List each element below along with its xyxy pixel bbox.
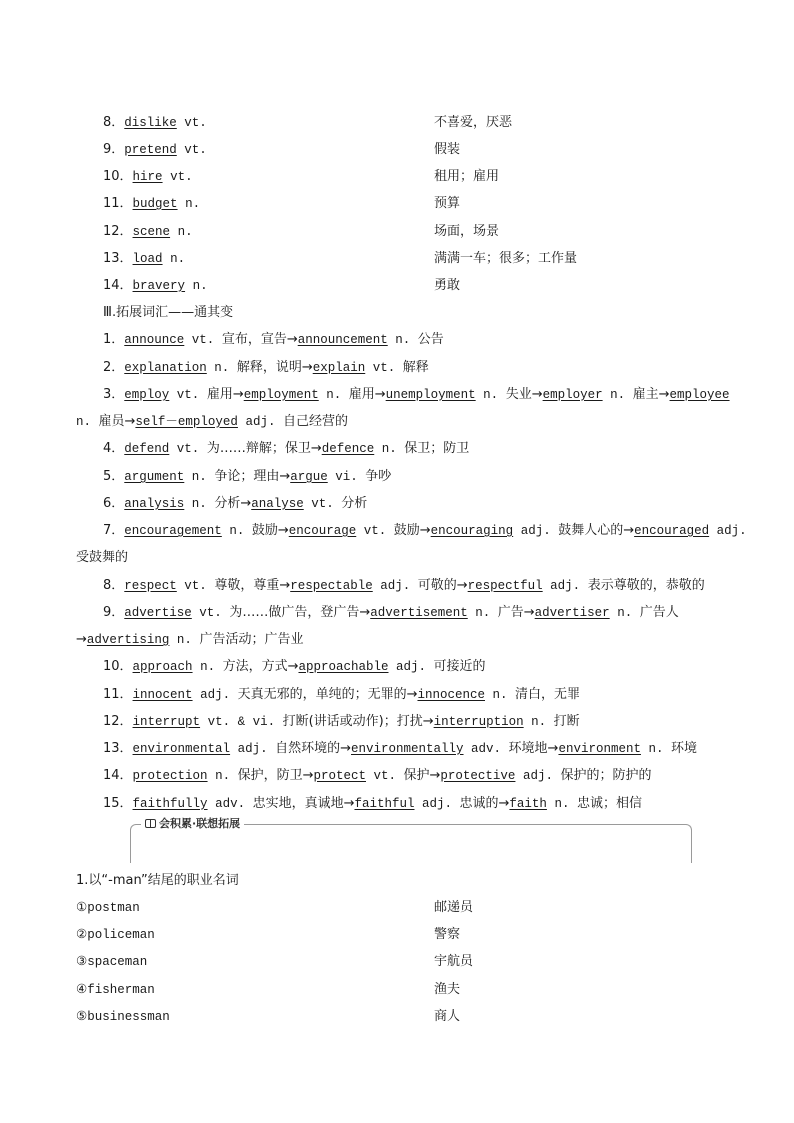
answer-word: analysis bbox=[124, 497, 185, 511]
gloss-text: 鼓励→ bbox=[251, 523, 289, 538]
vocab-meaning: 场面，场景 bbox=[434, 224, 500, 239]
answer-word: protection bbox=[132, 769, 208, 783]
occupation-noun: ④fisherman bbox=[76, 983, 155, 997]
word-family-line bbox=[103, 359, 429, 377]
vocab-number: 11． bbox=[103, 196, 133, 211]
vocab-word: load bbox=[132, 252, 163, 266]
part-of-speech: n. bbox=[374, 442, 405, 456]
part-of-speech: adj. bbox=[192, 688, 238, 702]
vocab-number: 14． bbox=[103, 278, 133, 293]
gloss-text: 天真无邪的，单纯的；无罪的→ bbox=[237, 687, 418, 702]
gloss-text: 14． bbox=[103, 768, 133, 783]
part-of-speech: adj. bbox=[709, 524, 747, 538]
vocab-number: 10． bbox=[103, 169, 133, 184]
part-of-speech: n. bbox=[192, 660, 223, 674]
part-of-speech: adv. bbox=[207, 797, 253, 811]
part-of-speech: n. bbox=[169, 633, 200, 647]
part-of-speech: vt. bbox=[176, 143, 207, 157]
answer-word: explain bbox=[312, 361, 366, 375]
part-of-speech: n. bbox=[185, 279, 208, 293]
gloss-text: 忠诚的→ bbox=[459, 796, 510, 811]
part-of-speech: vi. bbox=[327, 470, 366, 484]
answer-word: advertiser bbox=[534, 606, 610, 620]
gloss-text: 11． bbox=[103, 687, 133, 702]
part-of-speech: n. bbox=[485, 688, 516, 702]
gloss-text: 保护的；防护的 bbox=[560, 768, 652, 783]
answer-word: employ bbox=[124, 388, 170, 402]
part-of-speech: adj. bbox=[230, 742, 276, 756]
gloss-text: 为……做广告，登广告→ bbox=[229, 605, 371, 620]
occupation-noun: ①postman bbox=[76, 901, 140, 915]
gloss-text: 15． bbox=[103, 796, 133, 811]
part-of-speech: vt. bbox=[356, 524, 394, 538]
vocab-meaning: 勇敢 bbox=[434, 278, 461, 293]
gloss-text: 表示尊敬的，恭敬的 bbox=[587, 578, 705, 593]
answer-word: advertise bbox=[124, 606, 192, 620]
gloss-text: 解释 bbox=[402, 360, 429, 375]
vocab-word: scene bbox=[132, 225, 171, 239]
gloss-text: 雇员→ bbox=[98, 414, 136, 429]
gloss-text: 解释，说明→ bbox=[236, 360, 313, 375]
answer-word: environmentally bbox=[351, 742, 464, 756]
answer-word: defence bbox=[321, 442, 375, 456]
answer-word: employment bbox=[243, 388, 319, 402]
gloss-text: 雇用→ bbox=[348, 387, 386, 402]
answer-word: innocent bbox=[132, 688, 193, 702]
gloss-text: 保卫；防卫 bbox=[404, 441, 470, 456]
gloss-text: 打断 bbox=[553, 714, 580, 729]
part-of-speech: vt. bbox=[162, 170, 193, 184]
gloss-text: 5． bbox=[103, 469, 125, 484]
vocab-row bbox=[103, 277, 208, 295]
gloss-text: 清白，无罪 bbox=[515, 687, 581, 702]
gloss-text: 6． bbox=[103, 496, 125, 511]
gloss-text: 广告人 bbox=[639, 605, 679, 620]
gloss-text: 环境 bbox=[670, 741, 697, 756]
word-family-line bbox=[103, 604, 679, 622]
occupation-meaning: 宇航员 bbox=[434, 954, 474, 969]
gloss-text: 公告 bbox=[417, 332, 444, 347]
vocab-number: 12． bbox=[103, 224, 133, 239]
word-family-line bbox=[103, 522, 747, 540]
word-family-line bbox=[103, 440, 469, 458]
part-of-speech: n. bbox=[546, 797, 577, 811]
part-of-speech: n. bbox=[387, 333, 418, 347]
vocab-number: 13． bbox=[103, 251, 133, 266]
word-family-line bbox=[103, 386, 730, 404]
gloss-text: 雇用→ bbox=[206, 387, 244, 402]
answer-word: respect bbox=[124, 579, 177, 593]
part-of-speech: vt. bbox=[169, 388, 207, 402]
vocab-meaning: 假装 bbox=[434, 142, 461, 157]
vocab-word: hire bbox=[132, 170, 163, 184]
answer-word: argument bbox=[124, 470, 185, 484]
part-of-speech: adj. bbox=[515, 769, 561, 783]
word-family-line bbox=[103, 331, 444, 349]
section-heading-man-nouns: 1.以“-man”结尾的职业名词 bbox=[76, 873, 239, 888]
part-of-speech: n. bbox=[609, 606, 640, 620]
part-of-speech: n. bbox=[177, 197, 201, 211]
gloss-text: 尊敬，尊重→ bbox=[214, 578, 291, 593]
part-of-speech: vt. bbox=[191, 606, 230, 620]
part-of-speech: n. bbox=[184, 497, 215, 511]
gloss-text: 自己经营的 bbox=[282, 414, 348, 429]
occupation-meaning: 警察 bbox=[434, 927, 461, 942]
vocab-row bbox=[103, 195, 200, 213]
occupation-noun: ②policeman bbox=[76, 928, 155, 942]
answer-word: approachable bbox=[298, 660, 389, 674]
word-family-line bbox=[103, 795, 642, 813]
answer-word: respectable bbox=[290, 579, 373, 593]
gloss-text: 忠实地，真诚地→ bbox=[252, 796, 355, 811]
answer-word: innocence bbox=[417, 688, 485, 702]
gloss-text: 雇主→ bbox=[632, 387, 670, 402]
gloss-text: 自然环境的→ bbox=[275, 741, 351, 756]
answer-word: interruption bbox=[433, 715, 524, 729]
answer-word: encouraged bbox=[634, 524, 710, 538]
part-of-speech: n. bbox=[162, 252, 186, 266]
answer-word: protect bbox=[313, 769, 366, 783]
gloss-text: 争吵 bbox=[365, 469, 392, 484]
vocab-word: dislike bbox=[124, 116, 177, 130]
part-of-speech: n. bbox=[475, 388, 506, 402]
answer-word: defend bbox=[124, 442, 170, 456]
answer-word: encouraging bbox=[430, 524, 514, 538]
answer-word: advertisement bbox=[370, 606, 468, 620]
gloss-text: 12． bbox=[103, 714, 133, 729]
part-of-speech: vt. bbox=[176, 579, 215, 593]
gloss-text: 13． bbox=[103, 741, 133, 756]
vocab-meaning: 预算 bbox=[434, 196, 461, 211]
gloss-text: 争论；理由→ bbox=[214, 469, 291, 484]
book-icon bbox=[145, 819, 156, 828]
gloss-text: → bbox=[76, 632, 87, 647]
answer-word: encouragement bbox=[124, 524, 222, 538]
tip-box-title: 会积累·联想拓展 bbox=[159, 817, 241, 830]
word-family-line bbox=[103, 686, 580, 704]
gloss-text: 保护→ bbox=[403, 768, 441, 783]
answer-word: approach bbox=[132, 660, 193, 674]
gloss-text: 忠诚；相信 bbox=[576, 796, 642, 811]
occupation-noun: ③spaceman bbox=[76, 955, 148, 969]
part-of-speech: vt. & vi. bbox=[200, 715, 283, 729]
gloss-text: 10． bbox=[103, 659, 133, 674]
part-of-speech: n. bbox=[221, 524, 252, 538]
part-of-speech: n. bbox=[602, 388, 633, 402]
word-family-line bbox=[103, 713, 580, 731]
gloss-text: 鼓舞人心的→ bbox=[558, 523, 635, 538]
answer-word: advertising bbox=[86, 633, 170, 647]
tip-box bbox=[130, 817, 692, 863]
part-of-speech: adj. bbox=[388, 660, 434, 674]
gloss-text: 广告→ bbox=[497, 605, 535, 620]
answer-word: faithfully bbox=[132, 797, 208, 811]
part-of-speech: n. bbox=[207, 769, 238, 783]
answer-word: respectful bbox=[467, 579, 543, 593]
part-of-speech: vt. bbox=[184, 333, 222, 347]
vocab-word: pretend bbox=[124, 143, 177, 157]
gloss-text: 环境地→ bbox=[508, 741, 559, 756]
gloss-text: 1． bbox=[103, 332, 125, 347]
vocab-word: budget bbox=[132, 197, 178, 211]
part-of-speech: n. bbox=[467, 606, 498, 620]
answer-word: interrupt bbox=[132, 715, 201, 729]
occupation-meaning: 商人 bbox=[434, 1009, 461, 1024]
part-of-speech: n. bbox=[206, 361, 237, 375]
part-of-speech: vt. bbox=[169, 442, 207, 456]
answer-word: faithful bbox=[354, 797, 415, 811]
gloss-text: 保护，防卫→ bbox=[237, 768, 314, 783]
gloss-text: 可敬的→ bbox=[417, 578, 468, 593]
part-of-speech: adj. bbox=[414, 797, 460, 811]
gloss-text: 可接近的 bbox=[433, 659, 486, 674]
part-of-speech: n. bbox=[76, 415, 99, 429]
word-family-line bbox=[76, 413, 348, 431]
gloss-text: 失业→ bbox=[505, 387, 543, 402]
part-of-speech: n. bbox=[318, 388, 349, 402]
part-of-speech: vt. bbox=[366, 769, 404, 783]
gloss-text: 受鼓舞的 bbox=[76, 550, 129, 565]
part-of-speech: adj. bbox=[513, 524, 559, 538]
part-of-speech: adv. bbox=[463, 742, 509, 756]
word-family-line bbox=[103, 577, 705, 595]
part-of-speech: adj. bbox=[237, 415, 283, 429]
answer-word: faith bbox=[509, 797, 547, 811]
gloss-text: 4． bbox=[103, 441, 125, 456]
word-family-line bbox=[103, 740, 697, 758]
vocab-row bbox=[103, 250, 185, 268]
gloss-text: 分析 bbox=[341, 496, 368, 511]
part-of-speech: n. bbox=[523, 715, 554, 729]
answer-word: announcement bbox=[297, 333, 388, 347]
part-of-speech: n. bbox=[170, 225, 193, 239]
word-family-line bbox=[103, 468, 391, 486]
answer-word: environmental bbox=[132, 742, 231, 756]
part-of-speech: n. bbox=[184, 470, 215, 484]
part-of-speech: vt. bbox=[365, 361, 403, 375]
answer-word: self－employed bbox=[135, 415, 238, 429]
word-family-line bbox=[76, 549, 128, 567]
gloss-text: 宣布，宣告→ bbox=[221, 332, 298, 347]
answer-word: protective bbox=[440, 769, 516, 783]
word-family-line bbox=[103, 767, 651, 785]
gloss-text: 7． bbox=[103, 523, 125, 538]
gloss-text: 鼓励→ bbox=[393, 523, 431, 538]
occupation-meaning: 邮递员 bbox=[434, 900, 474, 915]
vocab-row bbox=[103, 223, 193, 241]
gloss-text: 为……辩解；保卫→ bbox=[206, 441, 322, 456]
answer-word: argue bbox=[290, 470, 328, 484]
answer-word: analyse bbox=[251, 497, 304, 511]
vocab-meaning: 满满一车；很多；工作量 bbox=[434, 251, 578, 266]
gloss-text: 9． bbox=[103, 605, 125, 620]
vocab-number: 9． bbox=[103, 142, 125, 157]
word-family-line bbox=[103, 658, 486, 676]
vocab-word: bravery bbox=[132, 279, 186, 293]
word-family-line bbox=[76, 631, 303, 649]
vocab-meaning: 不喜爱，厌恶 bbox=[434, 115, 513, 130]
vocab-row bbox=[103, 141, 207, 159]
part-of-speech: vt. bbox=[176, 116, 207, 130]
answer-word: encourage bbox=[288, 524, 357, 538]
part-of-speech: adj. bbox=[542, 579, 588, 593]
gloss-text: 广告活动；广告业 bbox=[199, 632, 304, 647]
vocab-row bbox=[103, 168, 193, 186]
answer-word: employee bbox=[669, 388, 730, 402]
answer-word: unemployment bbox=[385, 388, 476, 402]
answer-word: environment bbox=[558, 742, 641, 756]
answer-word: employer bbox=[542, 388, 603, 402]
vocab-meaning: 租用；雇用 bbox=[434, 169, 500, 184]
occupation-noun: ⑤businessman bbox=[76, 1010, 170, 1024]
answer-word: explanation bbox=[124, 361, 207, 375]
gloss-text: 方法，方式→ bbox=[222, 659, 299, 674]
gloss-text: 8． bbox=[103, 578, 125, 593]
part-of-speech: vt. bbox=[303, 497, 342, 511]
word-family-line bbox=[103, 495, 367, 513]
part-of-speech: adj. bbox=[372, 579, 418, 593]
answer-word: announce bbox=[124, 333, 185, 347]
section-heading-extended-vocab: Ⅲ.拓展词汇——通其变 bbox=[103, 305, 234, 320]
gloss-text: 分析→ bbox=[214, 496, 252, 511]
vocab-number: 8． bbox=[103, 115, 125, 130]
occupation-meaning: 渔夫 bbox=[434, 982, 461, 997]
part-of-speech: n. bbox=[640, 742, 671, 756]
gloss-text: 打断(讲话或动作)；打扰→ bbox=[282, 714, 434, 729]
gloss-text: 2． bbox=[103, 360, 125, 375]
vocab-row bbox=[103, 114, 207, 132]
gloss-text: 3． bbox=[103, 387, 125, 402]
